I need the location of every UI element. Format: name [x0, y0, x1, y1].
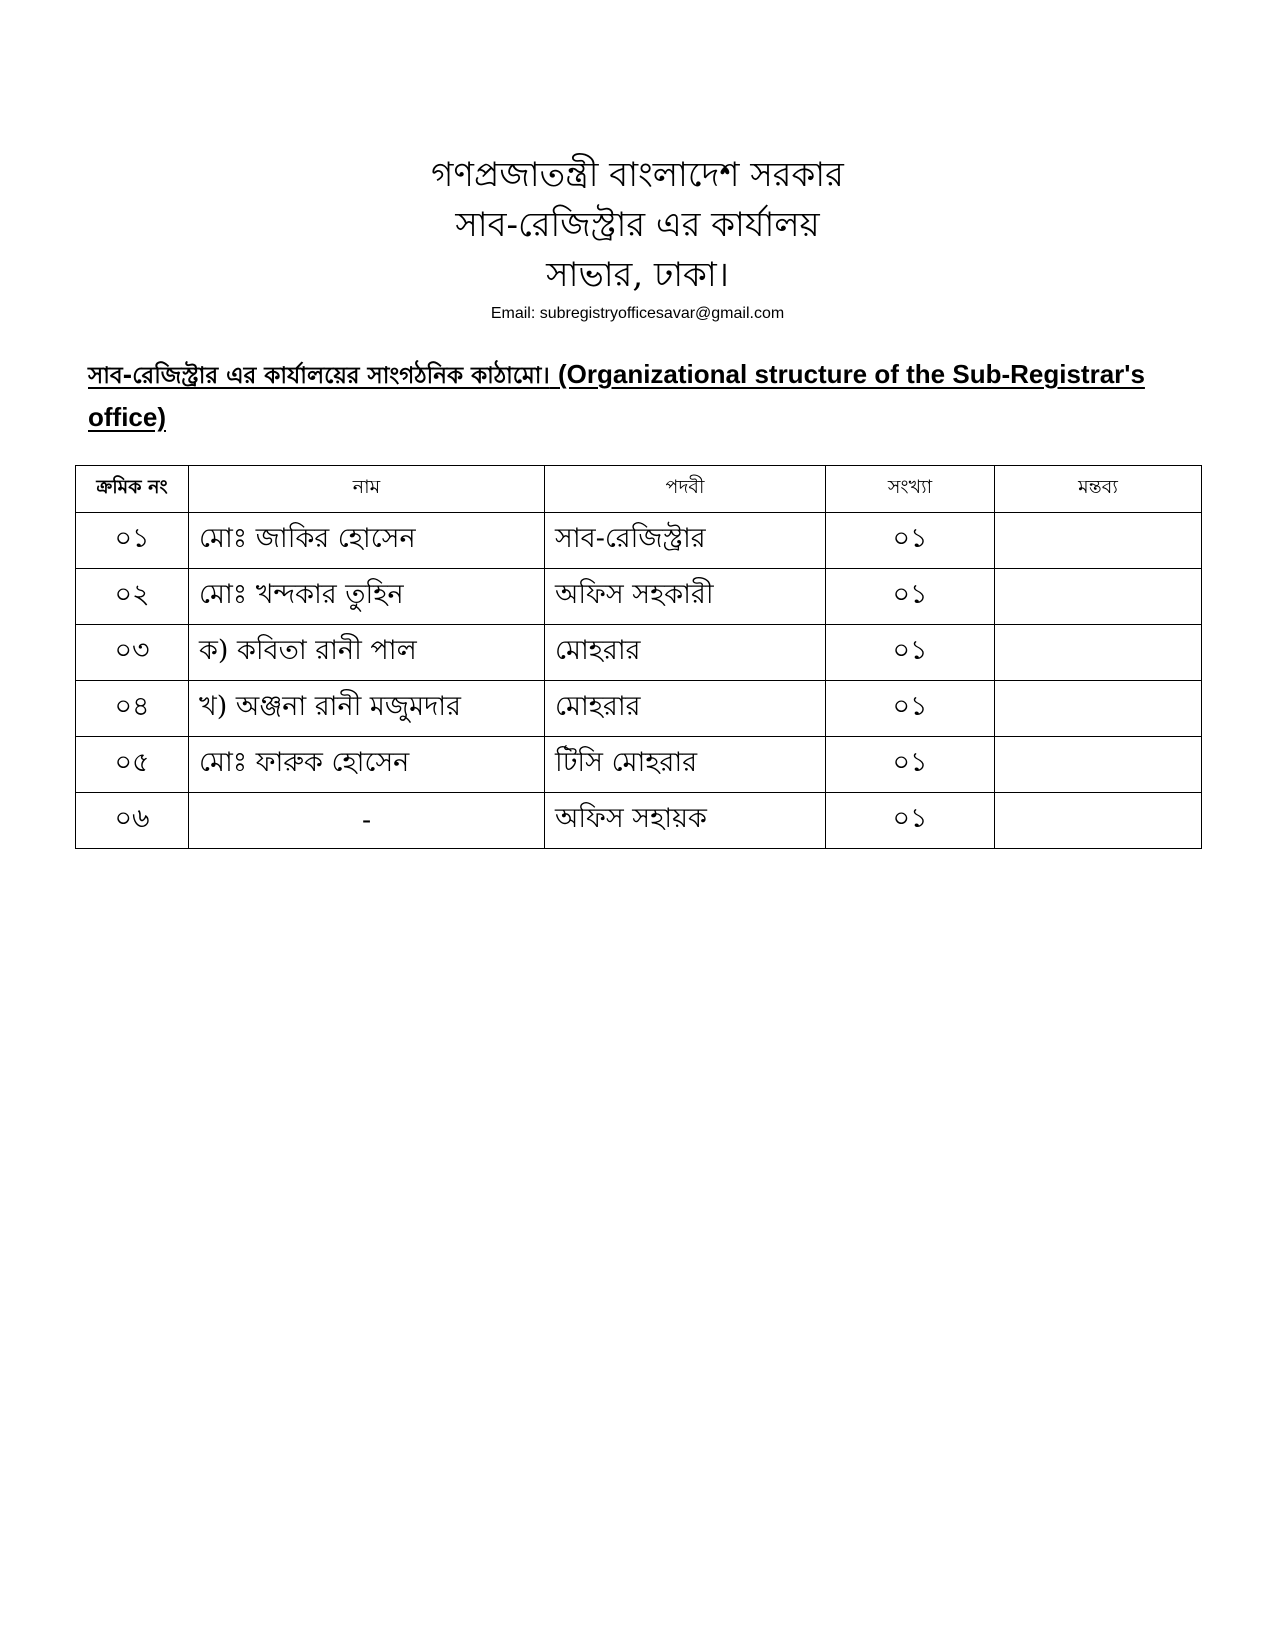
cell-remarks: [995, 569, 1202, 625]
cell-remarks: [995, 625, 1202, 681]
column-header-count: সংখ্যা: [826, 466, 995, 513]
column-header-remarks: মন্তব্য: [995, 466, 1202, 513]
staff-table: [75, 465, 1202, 849]
table-row: [76, 569, 1202, 625]
cell-remarks: [995, 793, 1202, 849]
cell-remarks: [995, 513, 1202, 569]
table-row: [76, 625, 1202, 681]
cell-designation: মোহরার: [545, 681, 826, 737]
cell-name: -: [189, 793, 545, 849]
cell-serial: ০৫: [76, 737, 189, 793]
cell-count: ০১: [826, 625, 995, 681]
cell-designation: মোহরার: [545, 625, 826, 681]
office-name: সাব-রেজিস্ট্রার এর কার্যালয়: [455, 205, 820, 245]
government-name: গণপ্রজাতন্ত্রী বাংলাদেশ সরকার: [431, 155, 844, 195]
cell-name: ক) কবিতা রানী পাল: [189, 625, 545, 681]
cell-serial: ০৬: [76, 793, 189, 849]
table-row: [76, 513, 1202, 569]
cell-name: মোঃ জাকির হোসেন: [189, 513, 545, 569]
section-title-english: (Organizational structure of the Sub-Registrar's office): [88, 359, 1145, 432]
section-title-bengali: সাব-রেজিস্ট্রার এর কার্যালয়ের সাংগঠনিক কাঠামো।: [88, 363, 550, 389]
cell-serial: ০২: [76, 569, 189, 625]
column-header-designation: পদবী: [545, 466, 826, 513]
cell-designation: সাব-রেজিস্ট্রার: [545, 513, 826, 569]
table-row: [76, 681, 1202, 737]
cell-count: ০১: [826, 737, 995, 793]
office-email: Email: subregistryofficesavar@gmail.com: [490, 305, 785, 322]
table-header-row: [76, 466, 1202, 513]
table-row: [76, 793, 1202, 849]
cell-serial: ০৩: [76, 625, 189, 681]
column-header-name: নাম: [189, 466, 545, 513]
cell-designation: অফিস সহায়ক: [545, 793, 826, 849]
table-row: [76, 737, 1202, 793]
cell-designation: টিসি মোহরার: [545, 737, 826, 793]
column-header-serial: ক্রমিক নং: [76, 466, 189, 513]
cell-count: ০১: [826, 793, 995, 849]
cell-remarks: [995, 737, 1202, 793]
cell-count: ০১: [826, 569, 995, 625]
office-location: সাভার, ঢাকা।: [546, 255, 729, 295]
cell-remarks: [995, 681, 1202, 737]
section-title: [88, 354, 1198, 439]
cell-serial: ০১: [76, 513, 189, 569]
cell-designation: অফিস সহকারী: [545, 569, 826, 625]
cell-name: খ) অঞ্জনা রানী মজুমদার: [189, 681, 545, 737]
cell-name: মোঃ ফারুক হোসেন: [189, 737, 545, 793]
cell-name: মোঃ খন্দকার তুহিন: [189, 569, 545, 625]
cell-serial: ০৪: [76, 681, 189, 737]
cell-count: ০১: [826, 681, 995, 737]
cell-count: ০১: [826, 513, 995, 569]
office-header: [0, 150, 1275, 326]
